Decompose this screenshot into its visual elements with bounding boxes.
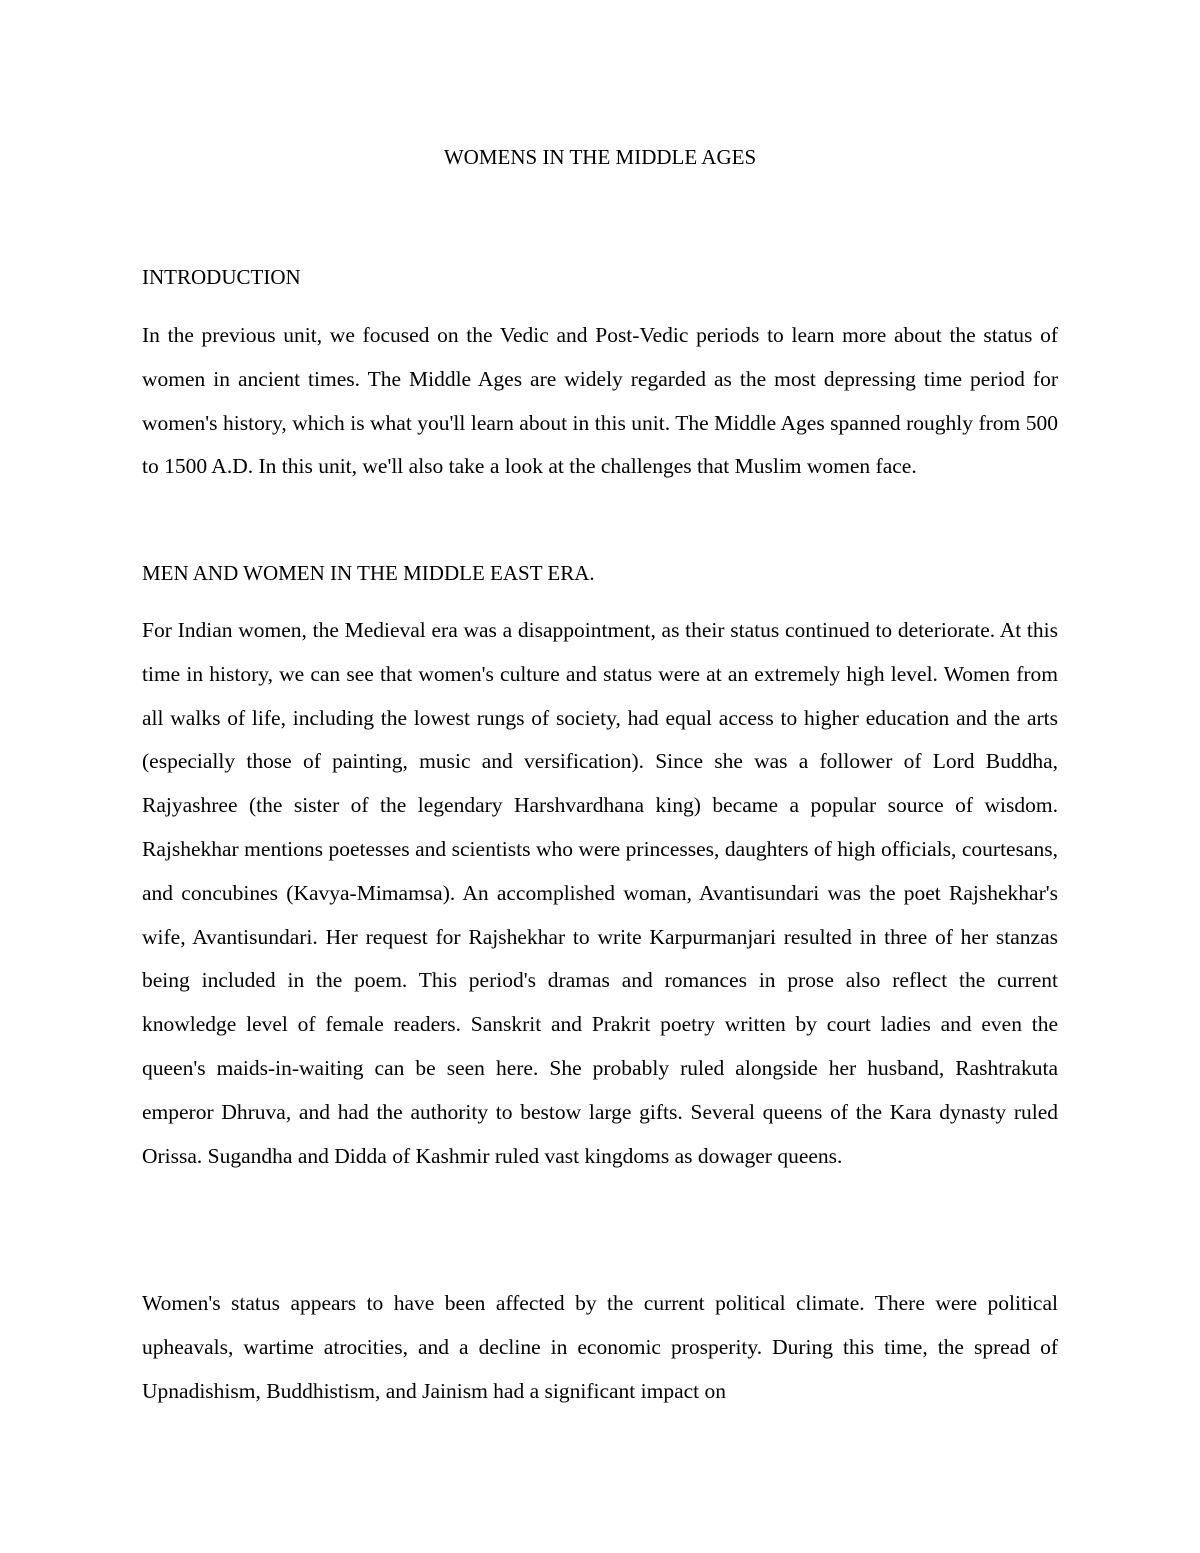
introduction-paragraph: In the previous unit, we focused on the Vedic and Post-Vedic periods to learn more about the status of women in ancient times. The Middle Ages are widely regarded as the most depressing time period for women's history, which is what you'll learn about in this unit. The Middle Ages spanned roughly from 500 to 1500 A.D. In this unit, we'll also take a look at the challenges that Muslim women face. bbox=[142, 323, 1058, 479]
section-heading-middle-east-era: MEN AND WOMEN IN THE MIDDLE EAST ERA. bbox=[142, 561, 595, 585]
medieval-era-paragraph: For Indian women, the Medieval era was a disappointment, as their status continued to deteriorate. At this time in history, we can see that women's culture and status were at an extremely high level. Women from all walks of life, including the lowest rungs of society, had equal access to higher education and the arts (especially those of painting, music and versification). Since she was a follower of Lord Buddha, Rajyashree (the sister of the legendary Harshvardhana king) became a popular source of wisdom. Rajshekhar mentions poetesses and scientists who were princesses, daughters of high officials, courtesans, and concubines (Kavya-Mimamsa). An accomplished woman, Avantisundari was the poet Rajshekhar's wife, Avantisundari. Her request for Rajshekhar to write Karpurmanjari resulted in three of her stanzas being included in the poem. This period's dramas and romances in prose also reflect the current knowledge level of female readers. Sanskrit and Prakrit poetry written by court ladies and even the queen's maids-in-waiting can be seen here. She probably ruled alongside her husband, Rashtrakuta emperor Dhruva, and had the authority to bestow large gifts. Several queens of the Kara dynasty ruled Orissa. Sugandha and Didda of Kashmir ruled vast kingdoms as dowager queens. bbox=[142, 618, 1058, 1168]
page-title: WOMENS IN THE MIDDLE AGES bbox=[443, 145, 757, 169]
political-climate-paragraph: Women's status appears to have been affected by the current political climate. There were political upheavals, wartime atrocities, and a decline in economic prosperity. During this time, the spread of Upnadishism, Buddhistism, and Jainism had a significant impact on bbox=[142, 1291, 1058, 1403]
section-heading-introduction: INTRODUCTION bbox=[142, 265, 301, 289]
